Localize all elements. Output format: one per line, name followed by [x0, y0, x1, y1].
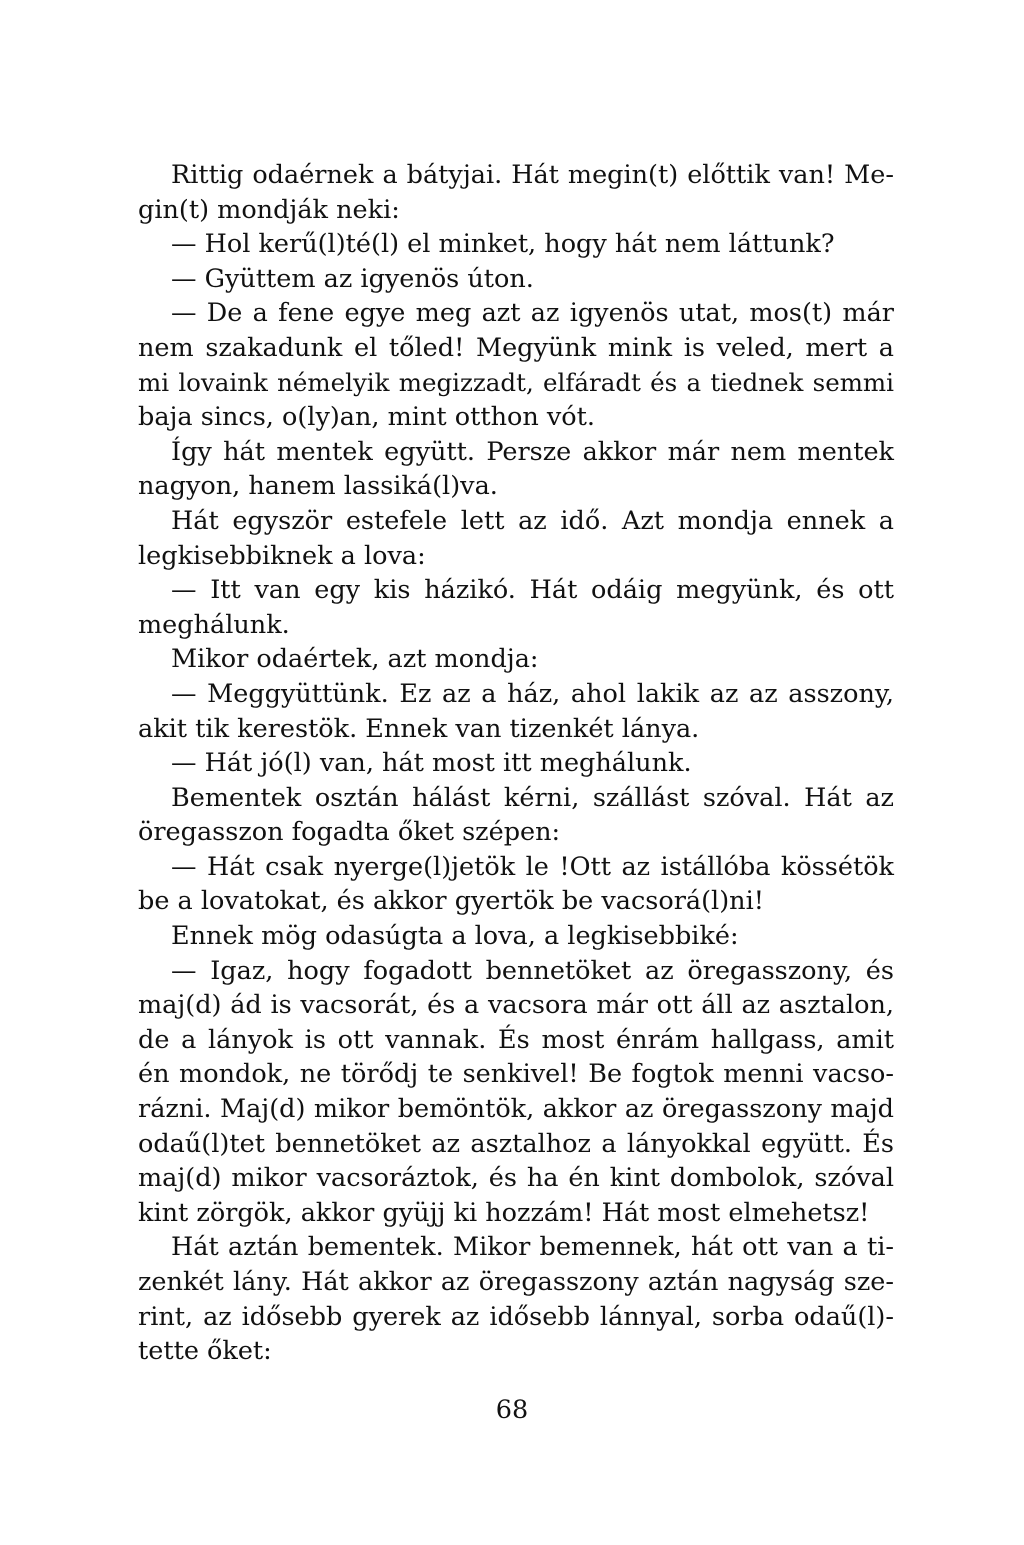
text-line: baja sincs, o(ly)an, mint otthon vót. — [138, 402, 596, 433]
text-line: zenkét lány. Hát akkor az öregasszony aztán nagyság sze- — [138, 1267, 894, 1297]
text-line: Hát egyször estefele lett az idő. Azt mondja ennek a — [171, 505, 894, 536]
text-line: kint zörgök, akkor gyüjj ki hozzám! Hát most elmehetsz! — [138, 1197, 870, 1228]
text-line: Rittig odaérnek a bátyjai. Hát megin(t) előttik van! Me- — [171, 160, 894, 190]
page-body — [138, 158, 894, 1369]
text-line: rint, az idősebb gyerek az idősebb lánnyal, sorba odaű(l)- — [138, 1301, 894, 1332]
text-line: mi lovaink némelyik megizzadt, elfáradt és a tiednek semmi — [138, 367, 894, 397]
text-line: Így hát mentek együtt. Persze akkor már nem mentek — [171, 436, 894, 467]
text-line: odaű(l)tet bennetöket az asztalhoz a lányokkal együtt. És — [138, 1128, 894, 1159]
text-line: be a lovatokat, és akkor gyertök be vacsorá(l)ni! — [138, 886, 764, 917]
page-number: 68 — [495, 1395, 529, 1425]
text-line: de a lányok is ott vannak. És most énrám hallgass, amit — [138, 1024, 894, 1055]
text-line: — Hát csak nyerge(l)jetök le !Ott az istállóba kössétök — [171, 851, 894, 882]
text-line: öregasszon fogadta őket szépen: — [138, 817, 561, 848]
text-line: meghálunk. — [138, 609, 290, 640]
text-line: maj(d) mikor vacsoráztok, és ha én kint dombolok, szóval — [138, 1163, 894, 1194]
text-line: — Meggyüttünk. Ez az a ház, ahol lakik az az asszony, — [171, 678, 894, 709]
text-line: — Gyüttem az igyenös úton. — [171, 263, 534, 294]
text-line: — De a fene egye meg azt az igyenös utat, mos(t) már — [171, 298, 894, 329]
text-line: Ennek mög odasúgta a lova, a legkisebbiké: — [171, 921, 739, 952]
text-line: tette őket: — [138, 1336, 272, 1367]
text-line: rázni. Maj(d) mikor bemöntök, akkor az öregasszony majd — [138, 1094, 894, 1125]
text-line: maj(d) ád is vacsorát, és a vacsora már ott áll az asztalon, — [138, 990, 894, 1021]
text-line: akit tik kerestök. Ennek van tizenkét lánya. — [138, 713, 700, 744]
text-line: gin(t) mondják neki: — [138, 194, 400, 225]
text-line: Bementek osztán hálást kérni, szállást szóval. Hát az — [171, 782, 894, 813]
text-line: — Hát jó(l) van, hát most itt meghálunk. — [171, 748, 692, 779]
text-line: Mikor odaértek, azt mondja: — [171, 644, 539, 675]
text-line: nagyon, hanem lassiká(l)va. — [138, 471, 498, 502]
text-line: — Igaz, hogy fogadott bennetöket az öregasszony, és — [171, 955, 894, 986]
text-line: én mondok, ne törődj te senkivel! Be fogtok menni vacso- — [138, 1059, 894, 1090]
text-line: nem szakadunk el tőled! Megyünk mink is veled, mert a — [138, 332, 894, 363]
text-line: — Hol kerű(l)té(l) el minket, hogy hát nem láttunk? — [171, 229, 835, 260]
text-line: Hát aztán bementek. Mikor bemennek, hát ott van a ti- — [171, 1232, 894, 1263]
text-line: legkisebbiknek a lova: — [138, 540, 426, 571]
text-line: — Itt van egy kis házikó. Hát odáig megyünk, és ott — [171, 575, 894, 606]
